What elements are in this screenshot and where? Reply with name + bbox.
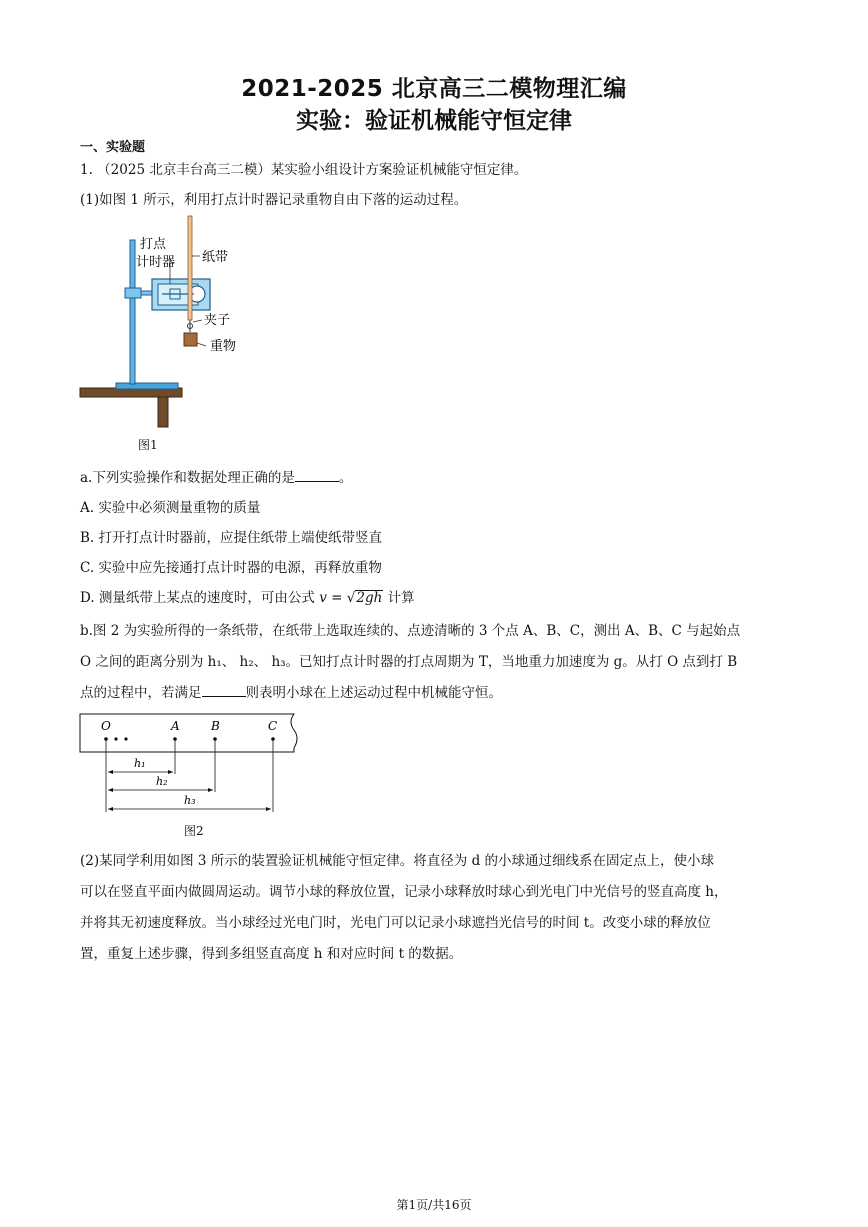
arrowhead-h2-left bbox=[108, 788, 113, 792]
option-b: B. 打开打点计时器前，应提住纸带上端使纸带竖直 bbox=[80, 530, 383, 546]
table-leg bbox=[158, 397, 168, 427]
point-a-label: A bbox=[171, 719, 180, 733]
question-2-line4: 置，重复上述步骤，得到多组竖直高度 h 和对应时间 t 的数据。 bbox=[80, 946, 463, 962]
label-weight: 重物 bbox=[210, 339, 237, 354]
question-2-line1: (2)某同学利用如图 3 所示的装置验证机械能守恒定律。将直径为 d 的小球通过细线系在固定点上，使小球 bbox=[80, 853, 715, 869]
question-b-line3 bbox=[80, 678, 792, 709]
option-a: A. 实验中必须测量重物的质量 bbox=[80, 500, 261, 516]
question-a-stem bbox=[80, 466, 352, 486]
question-b-line2: O 之间的距离分别为 h₁、 h₂、 h₃。已知打点计时器的打点周期为 T，当地重力加速度为 g。从打 O 点到打 B bbox=[80, 654, 738, 670]
question-a-prefix: a.下列实验操作和数据处理正确的是 bbox=[80, 470, 295, 486]
page-footer: 第1页/共16页 bbox=[396, 1198, 472, 1212]
question-a-suffix: 。 bbox=[338, 470, 353, 486]
stand-clamp bbox=[125, 288, 141, 298]
tape-outline bbox=[80, 714, 297, 752]
question-1-part-1: (1)如图 1 所示，利用打点计时器记录重物自由下落的运动过程。 bbox=[80, 192, 468, 208]
figure-1-caption: 图1 bbox=[138, 438, 158, 452]
formula-equals: = bbox=[326, 590, 347, 606]
question-b-line3-prefix: 点的过程中，若满足 bbox=[80, 685, 202, 701]
dot-small-2 bbox=[124, 737, 127, 740]
arrowhead-h1-left bbox=[108, 770, 113, 774]
label-clip: 夹子 bbox=[204, 313, 231, 328]
leader-weight bbox=[197, 343, 206, 346]
stand-rod bbox=[130, 240, 135, 384]
question-2 bbox=[80, 846, 792, 970]
answer-blank-b[interactable] bbox=[202, 684, 246, 697]
answer-blank-a[interactable] bbox=[295, 469, 339, 482]
question-b-line3-suffix: 则表明小球在上述运动过程中机械能守恒。 bbox=[245, 685, 502, 701]
arrowhead-h1-right bbox=[168, 770, 173, 774]
question-b bbox=[80, 616, 792, 709]
paper-tape bbox=[188, 216, 192, 320]
label-tape: 纸带 bbox=[202, 250, 229, 265]
leader-clip bbox=[193, 320, 202, 322]
weight-block bbox=[184, 333, 197, 346]
arrowhead-h2-right bbox=[208, 788, 213, 792]
formula-radicand: 2gh bbox=[356, 590, 383, 606]
figure-2-tape bbox=[78, 712, 308, 820]
option-d: D. 测量纸带上某点的速度时，可由公式 v = √2gh 计算 bbox=[80, 590, 415, 606]
page-title-line1: 2021-2025 北京高三二模物理汇编 bbox=[241, 76, 627, 102]
dot-small-1 bbox=[114, 737, 117, 740]
option-d-prefix: D. 测量纸带上某点的速度时，可由公式 bbox=[80, 590, 315, 606]
arrowhead-h3-right bbox=[266, 807, 271, 811]
figure-2-caption: 图2 bbox=[184, 824, 204, 838]
point-o-label: O bbox=[101, 719, 111, 733]
question-1-intro: 1. （2025 北京丰台高三二模）某实验小组设计方案验证机械能守恒定律。 bbox=[80, 162, 528, 178]
page-title-line2: 实验：验证机械能守恒定律 bbox=[296, 108, 572, 134]
question-b-line1: b.图 2 为实验所得的一条纸带，在纸带上选取连续的、点迹清晰的 3 个点 A、B、C，测出 A、B、C 与起始点 bbox=[80, 623, 741, 639]
option-d-suffix: 计算 bbox=[387, 590, 415, 606]
section-heading: 一、实验题 bbox=[80, 140, 146, 155]
option-c: C. 实验中应先接通打点计时器的电源，再释放重物 bbox=[80, 560, 382, 576]
question-2-line2: 可以在竖直平面内做圆周运动。调节小球的释放位置，记录小球释放时球心到光电门中光信号的竖直高度 h， bbox=[80, 884, 728, 900]
label-h2: h₂ bbox=[156, 775, 168, 788]
label-h1: h₁ bbox=[134, 757, 146, 770]
point-b-label: B bbox=[211, 719, 220, 733]
label-timer-2: 计时器 bbox=[136, 255, 176, 270]
stand-base bbox=[116, 383, 178, 389]
point-c-label: C bbox=[268, 719, 278, 733]
label-timer: 打点 bbox=[140, 237, 167, 252]
arrowhead-h3-left bbox=[108, 807, 113, 811]
clamp-arm bbox=[141, 291, 153, 295]
formula-v: v bbox=[319, 590, 327, 606]
question-2-line3: 并将其无初速度释放。当小球经过光电门时，光电门可以记录小球遮挡光信号的时间 t。改变小球的释放位 bbox=[80, 915, 711, 931]
figure-1-apparatus bbox=[78, 212, 258, 434]
label-h3: h₃ bbox=[184, 794, 196, 807]
